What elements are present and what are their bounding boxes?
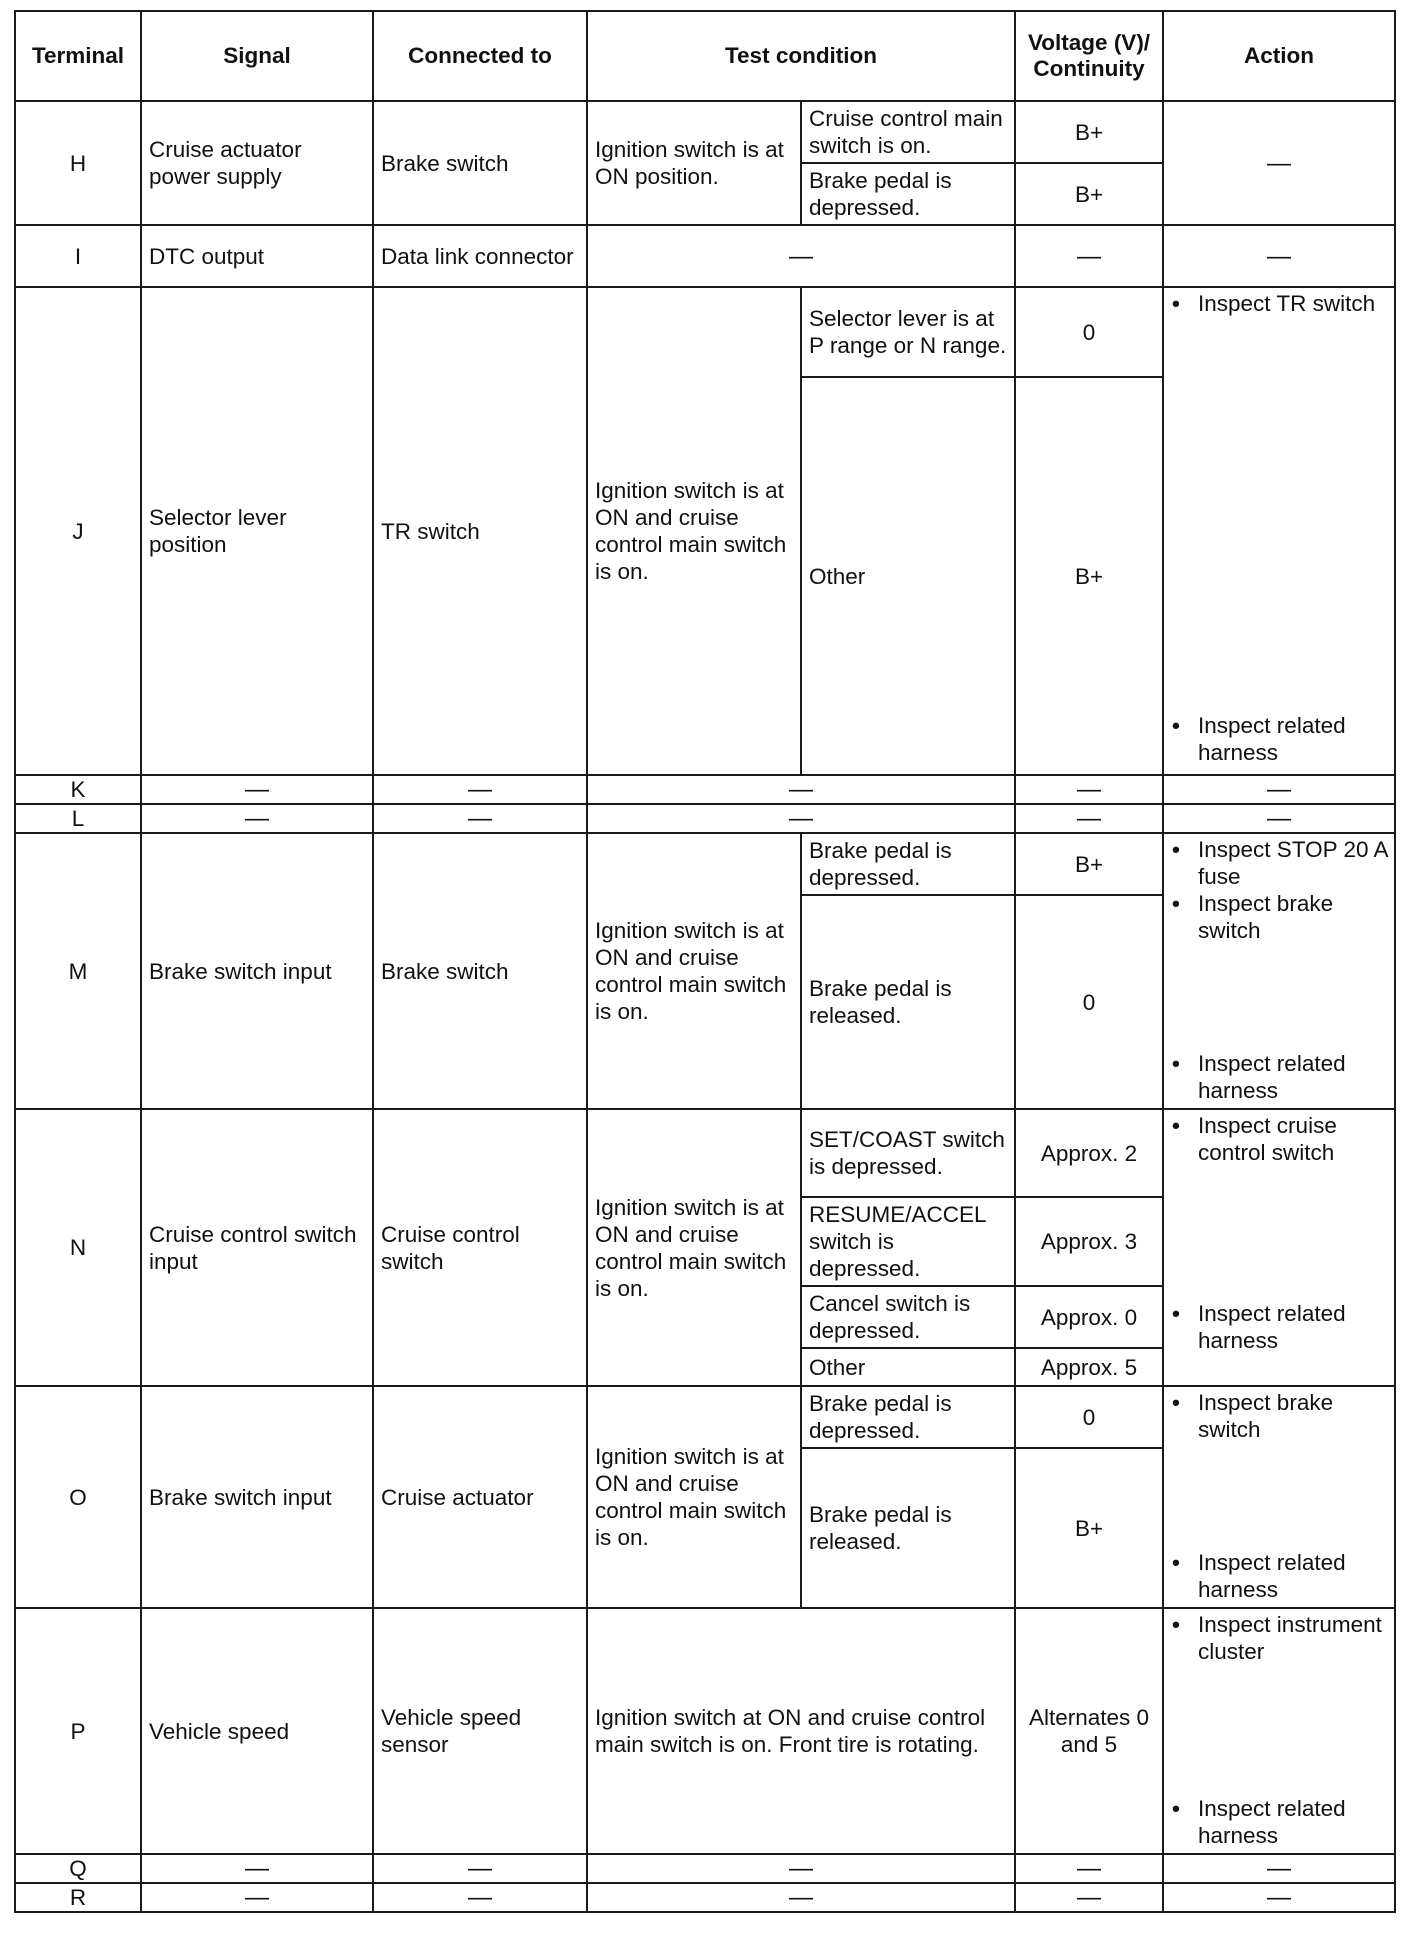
action-item: • Inspect cruise control switch	[1172, 1113, 1337, 1165]
condition-cell: —	[587, 804, 1015, 833]
action-cell	[1163, 833, 1395, 1109]
signal-cell: DTC output	[141, 225, 373, 287]
header-test-condition: Test condition	[587, 11, 1015, 101]
terminal-cell: L	[15, 804, 141, 833]
terminal-cell: I	[15, 225, 141, 287]
action-item: • Inspect TR switch	[1172, 291, 1376, 316]
voltage-cell: 0	[1015, 895, 1163, 1109]
condition-cell: Ignition switch is at ON and cruise control main switch is on.	[587, 1386, 801, 1608]
action-cell: —	[1163, 101, 1395, 225]
voltage-cell: Approx. 0	[1015, 1286, 1163, 1348]
signal-cell: Brake switch input	[141, 833, 373, 1109]
signal-cell: —	[141, 804, 373, 833]
terminal-cell: J	[15, 287, 141, 775]
signal-cell: Cruise actuator power supply	[141, 101, 373, 225]
terminal-table-sheet	[14, 10, 1394, 1913]
condition-cell: Ignition switch is at ON position.	[587, 101, 801, 225]
voltage-cell: B+	[1015, 1448, 1163, 1608]
table-row	[15, 1854, 1395, 1883]
table-row	[15, 1608, 1395, 1854]
voltage-cell: —	[1015, 775, 1163, 804]
condition-cell: —	[587, 225, 1015, 287]
table-row	[15, 225, 1395, 287]
signal-cell: —	[141, 1854, 373, 1883]
action-cell	[1163, 1386, 1395, 1608]
table-row	[15, 775, 1395, 804]
table-row	[15, 1109, 1395, 1197]
table-row	[15, 287, 1395, 377]
action-cell	[1163, 287, 1395, 775]
condition-cell: Ignition switch is at ON and cruise control main switch is on.	[587, 287, 801, 775]
signal-cell: —	[141, 1883, 373, 1912]
terminal-cell: M	[15, 833, 141, 1109]
sub-condition-cell: Other	[801, 377, 1015, 775]
action-item: • Inspect STOP 20 A fuse	[1172, 837, 1388, 889]
connected-to-cell: —	[373, 775, 587, 804]
voltage-cell: —	[1015, 1854, 1163, 1883]
connected-to-cell: Cruise actuator	[373, 1386, 587, 1608]
voltage-cell: —	[1015, 1883, 1163, 1912]
action-cell	[1163, 1109, 1395, 1386]
sub-condition-cell: RESUME/ACCEL switch is depressed.	[801, 1197, 1015, 1286]
condition-cell: Ignition switch is at ON and cruise control main switch is on.	[587, 833, 801, 1109]
voltage-cell: Approx. 3	[1015, 1197, 1163, 1286]
sub-condition-cell: Brake pedal is depressed.	[801, 833, 1015, 895]
sub-condition-cell: Cruise control main switch is on.	[801, 101, 1015, 163]
header-terminal: Terminal	[15, 11, 141, 101]
terminal-cell: P	[15, 1608, 141, 1854]
header-voltage: Voltage (V)/ Continuity	[1015, 11, 1163, 101]
connected-to-cell: —	[373, 1854, 587, 1883]
header-connected-to: Connected to	[373, 11, 587, 101]
action-item: • Inspect related harness	[1172, 713, 1346, 765]
header-signal: Signal	[141, 11, 373, 101]
sub-condition-cell: Brake pedal is released.	[801, 1448, 1015, 1608]
voltage-cell: B+	[1015, 833, 1163, 895]
signal-cell: Selector lever position	[141, 287, 373, 775]
action-cell	[1163, 1608, 1395, 1854]
connected-to-cell: Data link connector	[373, 225, 587, 287]
condition-cell: —	[587, 1883, 1015, 1912]
connected-to-cell: TR switch	[373, 287, 587, 775]
sub-condition-cell: Brake pedal is released.	[801, 895, 1015, 1109]
action-cell: —	[1163, 804, 1395, 833]
signal-cell: Vehicle speed	[141, 1608, 373, 1854]
connected-to-cell: Brake switch	[373, 833, 587, 1109]
voltage-cell: —	[1015, 225, 1163, 287]
action-item: • Inspect brake switch	[1172, 1390, 1334, 1442]
action-item: • Inspect brake switch	[1172, 891, 1334, 943]
terminal-cell: H	[15, 101, 141, 225]
voltage-cell: Alternates 0 and 5	[1015, 1608, 1163, 1854]
sub-condition-cell: SET/COAST switch is depressed.	[801, 1109, 1015, 1197]
action-cell: —	[1163, 225, 1395, 287]
action-cell: —	[1163, 1883, 1395, 1912]
sub-condition-cell: Brake pedal is depressed.	[801, 1386, 1015, 1448]
connected-to-cell: Vehicle speed sensor	[373, 1608, 587, 1854]
voltage-cell: —	[1015, 804, 1163, 833]
table-row	[15, 1386, 1395, 1448]
table-row	[15, 833, 1395, 895]
header-row	[15, 11, 1395, 101]
table-row	[15, 101, 1395, 163]
sub-condition-cell: Cancel switch is depressed.	[801, 1286, 1015, 1348]
table-row	[15, 1883, 1395, 1912]
voltage-cell: 0	[1015, 287, 1163, 377]
connected-to-cell: Cruise control switch	[373, 1109, 587, 1386]
sub-condition-cell: Brake pedal is depressed.	[801, 163, 1015, 225]
action-cell: —	[1163, 775, 1395, 804]
voltage-cell: B+	[1015, 377, 1163, 775]
sub-condition-cell: Selector lever is at P range or N range.	[801, 287, 1015, 377]
table-row	[15, 804, 1395, 833]
header-action: Action	[1163, 11, 1395, 101]
condition-cell: —	[587, 775, 1015, 804]
terminal-cell: K	[15, 775, 141, 804]
connected-to-cell: —	[373, 804, 587, 833]
action-item: • Inspect related harness	[1172, 1051, 1346, 1103]
voltage-cell: B+	[1015, 163, 1163, 225]
signal-cell: —	[141, 775, 373, 804]
voltage-cell: Approx. 5	[1015, 1348, 1163, 1386]
terminal-voltage-table	[14, 10, 1396, 1913]
action-item: • Inspect related harness	[1172, 1796, 1346, 1848]
action-item: • Inspect related harness	[1172, 1550, 1346, 1602]
signal-cell: Cruise control switch input	[141, 1109, 373, 1386]
terminal-cell: R	[15, 1883, 141, 1912]
signal-cell: Brake switch input	[141, 1386, 373, 1608]
connected-to-cell: Brake switch	[373, 101, 587, 225]
sub-condition-cell: Other	[801, 1348, 1015, 1386]
connected-to-cell: —	[373, 1883, 587, 1912]
voltage-cell: Approx. 2	[1015, 1109, 1163, 1197]
condition-cell: —	[587, 1854, 1015, 1883]
action-item: • Inspect related harness	[1172, 1301, 1346, 1353]
action-cell: —	[1163, 1854, 1395, 1883]
terminal-cell: O	[15, 1386, 141, 1608]
voltage-cell: B+	[1015, 101, 1163, 163]
terminal-cell: N	[15, 1109, 141, 1386]
action-item: • Inspect instrument cluster	[1172, 1612, 1382, 1664]
condition-cell: Ignition switch at ON and cruise control main switch is on. Front tire is rotating.	[587, 1608, 1015, 1854]
condition-cell: Ignition switch is at ON and cruise control main switch is on.	[587, 1109, 801, 1386]
voltage-cell: 0	[1015, 1386, 1163, 1448]
terminal-cell: Q	[15, 1854, 141, 1883]
